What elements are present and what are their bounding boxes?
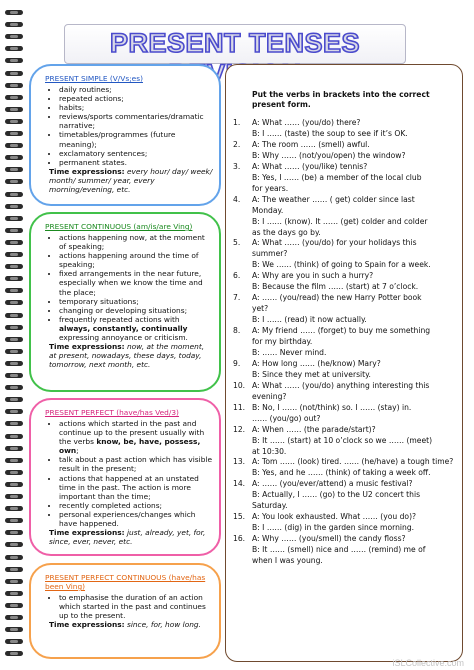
exercise-line — [233, 326, 461, 337]
present-perfect-continuous-list — [39, 593, 213, 620]
exercise-number: 6. — [233, 271, 241, 281]
exercise-text: A: What …… (you/do) anything interesting this — [252, 380, 430, 390]
exercise-number: 11. — [233, 402, 246, 412]
time-expressions-label: Time expressions: — [49, 528, 125, 538]
spiral-ring — [3, 325, 25, 331]
exercise-text: B: I …… (dig) in the garden since morning. — [252, 523, 415, 533]
exercise-text: Monday. — [252, 205, 284, 215]
exercise-line — [233, 151, 461, 162]
spiral-ring — [3, 119, 25, 125]
time-expressions-label: Time expressions: — [49, 342, 125, 352]
spiral-ring — [3, 518, 25, 524]
present-simple-heading: PRESENT SIMPLE (V/Vs;es) — [45, 74, 143, 83]
spiral-ring — [3, 155, 25, 161]
list-item-text: expressing annoyance or criticism. — [59, 333, 188, 343]
spiral-ring — [3, 615, 25, 621]
exercise-number: 12. — [233, 424, 246, 434]
spiral-ring — [3, 506, 25, 512]
list-item: • permanent states. — [59, 158, 213, 167]
time-expressions-text: just, already, yet, for, since, ever, never, etc. — [49, 528, 206, 547]
exercise-line — [233, 337, 461, 348]
exercise-text: Saturday. — [252, 501, 288, 511]
exercise-line — [233, 129, 461, 140]
list-item-bold: always, constantly, continually — [59, 323, 188, 333]
spiral-ring — [3, 421, 25, 427]
list-item: • fixed arrangements in the near future, especially when we know the time and the place; — [59, 269, 213, 296]
exercise-text: A: Why are you in such a hurry? — [252, 271, 374, 281]
spiral-ring — [3, 228, 25, 234]
time-expressions-label: Time expressions: — [49, 620, 125, 630]
present-perfect-heading: PRESENT PERFECT (have/has Ved/3) — [45, 408, 179, 417]
exercise-line — [233, 173, 461, 184]
exercise-line — [233, 370, 461, 381]
spiral-ring — [3, 494, 25, 500]
exercise-line — [233, 195, 461, 206]
exercise-number: 2. — [233, 139, 241, 149]
exercise-number: 10. — [233, 380, 246, 390]
spiral-ring — [3, 252, 25, 258]
time-expressions-text: since, for, how long. — [124, 620, 201, 630]
exercise-line — [233, 140, 461, 151]
exercise-text: B: We …… (think) of going to Spain for a week. — [252, 260, 431, 270]
present-simple-box — [29, 64, 221, 206]
spiral-ring — [3, 470, 25, 476]
exercise-line — [233, 545, 461, 556]
exercise-line — [233, 162, 461, 173]
list-item: • talk about a past action which has visible result in the present; — [59, 455, 213, 473]
exercise-line — [233, 501, 461, 512]
spiral-ring — [3, 34, 25, 40]
exercise-text: B: Yes, and he …… (think) of taking a week off. — [252, 468, 431, 478]
exercise-text: A: My friend …… (forget) to buy me something — [252, 326, 431, 336]
exercise-line — [233, 249, 461, 260]
spiral-ring — [3, 179, 25, 185]
list-item — [59, 419, 213, 455]
list-item: • actions that happened at an unstated time in the past. The action is more important than the time; — [59, 474, 213, 501]
list-item: • habits; — [59, 103, 213, 112]
exercise-text: A: Tom …… (look) tired. …… (he/have) a tough time? — [252, 457, 454, 467]
exercise-number: 4. — [233, 194, 241, 204]
spiral-ring — [3, 46, 25, 52]
list-item: • personal experiences/changes which have happened. — [59, 510, 213, 528]
time-expressions-text: every hour/ day/ week/ month/ summer/ year, every morning/evening, etc. — [49, 166, 213, 195]
spiral-ring — [3, 240, 25, 246]
exercise-text: A: How long …… (he/know) Mary? — [252, 358, 381, 368]
spiral-ring — [3, 639, 25, 645]
list-item: • actions happening now, at the moment of speaking; — [59, 233, 213, 251]
time-expressions — [49, 342, 213, 369]
time-expressions — [49, 167, 213, 194]
spiral-ring — [3, 276, 25, 282]
spiral-ring — [3, 10, 25, 16]
exercise-line — [233, 304, 461, 315]
exercise-line — [233, 217, 461, 228]
exercise-line — [233, 184, 461, 195]
list-item — [59, 315, 213, 342]
list-item: • timetables/programmes (future meaning); — [59, 130, 213, 148]
spiral-ring — [3, 555, 25, 561]
exercise-line — [233, 260, 461, 271]
list-item: • temporary situations; — [59, 297, 213, 306]
exercise-line — [233, 271, 461, 282]
exercise-line — [233, 490, 461, 501]
exercise-line — [233, 206, 461, 217]
exercise-line — [233, 293, 461, 304]
exercise-text: A: When …… (the parade/start)? — [252, 424, 376, 434]
list-item-text: actions which started in the past and continue up to the present usually with the verbs — [59, 419, 205, 447]
exercise-text: yet? — [252, 304, 269, 314]
exercise-line — [233, 447, 461, 458]
exercise-line — [233, 457, 461, 468]
exercise-text: B: It …… (smell) nice and …… (remind) me of — [252, 545, 426, 555]
exercise-text: A: …… (you/ever/attend) a music festival? — [252, 479, 413, 489]
spiral-ring — [3, 192, 25, 198]
exercise-line — [233, 118, 461, 129]
time-expressions-label: Time expressions: — [49, 166, 125, 176]
exercise-line — [233, 436, 461, 447]
spiral-ring — [3, 143, 25, 149]
exercise-text: A: What …… (you/do) there? — [252, 118, 361, 127]
exercise-text: for years. — [252, 183, 289, 193]
spiral-ring — [3, 530, 25, 536]
time-expressions — [49, 620, 213, 629]
exercise-line — [233, 556, 461, 567]
list-item: • repeated actions; — [59, 94, 213, 103]
spiral-ring — [3, 361, 25, 367]
exercise-number: 8. — [233, 326, 241, 336]
spiral-ring — [3, 603, 25, 609]
exercise-line — [233, 479, 461, 490]
present-continuous-list — [39, 233, 213, 342]
spiral-ring — [3, 95, 25, 101]
time-expressions — [49, 528, 213, 546]
exercise-line — [233, 425, 461, 436]
list-item-bold: know, be, have, possess, own — [59, 437, 201, 456]
exercise-text: A: The room …… (smell) awful. — [252, 139, 370, 149]
exercise-line — [233, 359, 461, 370]
exercise-text: B: Yes, I …… (be) a member of the local club — [252, 172, 422, 182]
spiral-ring — [3, 204, 25, 210]
exercise-text: B: I …… (taste) the soup to see if it’s OK. — [252, 128, 408, 138]
exercise-line — [233, 238, 461, 249]
spiral-ring — [3, 216, 25, 222]
exercise-number: 14. — [233, 479, 246, 489]
exercise-text: B: I …… (know). It …… (get) colder and colder — [252, 216, 428, 226]
spiral-ring — [3, 409, 25, 415]
exercise-text: A: Why …… (you/smell) the candy floss? — [252, 534, 406, 544]
exercise-line — [233, 348, 461, 359]
spiral-ring — [3, 458, 25, 464]
spiral-ring — [3, 264, 25, 270]
exercise-text: B: Actually, I …… (go) to the U2 concert this — [252, 490, 421, 500]
exercise-line — [233, 534, 461, 545]
list-item: • to emphasise the duration of an action which started in the past and continues up to the present. — [59, 593, 213, 620]
present-simple-list — [39, 85, 213, 167]
spiral-ring — [3, 313, 25, 319]
exercise-text: A: …… (you/read) the new Harry Potter book — [252, 293, 422, 303]
spiral-ring — [3, 167, 25, 173]
exercise-text: B: Because the film …… (start) at 7 o’clock. — [252, 282, 419, 292]
spiral-ring — [3, 300, 25, 306]
spiral-ring — [3, 337, 25, 343]
exercise-text: B: No, I …… (not/think) so. I …… (stay) in. — [252, 402, 412, 412]
spiral-ring — [3, 482, 25, 488]
exercise-text: …… (you/go) out? — [252, 413, 321, 423]
exercise-number: 9. — [233, 358, 241, 368]
list-item: • changing or developing situations; — [59, 306, 213, 315]
spiral-ring — [3, 446, 25, 452]
exercise-number: 13. — [233, 457, 246, 467]
exercise-number: 7. — [233, 293, 241, 303]
exercise-text: A: What …… (you/do) for your holidays this — [252, 238, 417, 248]
exercise-number: 5. — [233, 238, 241, 248]
spiral-ring — [3, 591, 25, 597]
spiral-ring — [3, 349, 25, 355]
exercise-text: A: The weather …… ( get) colder since last — [252, 194, 415, 204]
spiral-ring — [3, 567, 25, 573]
exercise-text: as the days go by. — [252, 227, 321, 237]
spiral-ring — [3, 22, 25, 28]
spiral-ring — [3, 385, 25, 391]
exercise-text: when I was young. — [252, 556, 323, 565]
spiral-ring — [3, 627, 25, 633]
exercise-text: evening? — [252, 391, 287, 401]
exercise-text: B: It …… (start) at 10 o’clock so we …… (meet) — [252, 435, 433, 445]
list-item: • reviews/sports commentaries/dramatic narrative; — [59, 112, 213, 130]
spiral-ring — [3, 58, 25, 64]
exercise-text: summer? — [252, 249, 288, 259]
list-item: • daily routines; — [59, 85, 213, 94]
exercise-line — [233, 468, 461, 479]
exercise-number: 16. — [233, 534, 246, 544]
present-perfect-continuous-box — [29, 563, 221, 659]
exercise-line — [233, 315, 461, 326]
spiral-ring — [3, 71, 25, 77]
exercise-text: B: Why …… (not/you/open) the window? — [252, 150, 406, 160]
exercise-text: B: Since they met at university. — [252, 369, 371, 379]
spiral-ring — [3, 651, 25, 657]
exercise-text: A: What …… (you/like) tennis? — [252, 161, 368, 171]
spiral-ring — [3, 397, 25, 403]
exercise-text: B: I …… (read) it now actually. — [252, 315, 367, 325]
exercise-line — [233, 392, 461, 403]
spiral-ring — [3, 131, 25, 137]
watermark: iSLCollective.com — [392, 658, 464, 668]
exercise-number: 1. — [233, 118, 241, 127]
present-perfect-list — [39, 419, 213, 528]
exercise-instructions: Put the verbs in brackets into the correct present form. — [252, 90, 430, 109]
list-item: • recently completed actions; — [59, 501, 213, 510]
list-item: • exclamatory sentences; — [59, 149, 213, 158]
list-item: • actions happening around the time of speaking; — [59, 251, 213, 269]
present-continuous-box — [29, 212, 221, 392]
spiral-ring — [3, 107, 25, 113]
page-title: PRESENT TENSES — [109, 28, 361, 58]
time-expressions-text: now, at the moment, at present, nowadays, these days, today, tomorrow, next month, etc. — [49, 342, 205, 370]
exercise-text: A: You look exhausted. What …… (you do)? — [252, 512, 417, 522]
exercise-line — [233, 414, 461, 425]
exercise-line — [233, 282, 461, 293]
exercise-line — [233, 381, 461, 392]
title-box — [64, 24, 406, 64]
list-item-text: ; — [76, 446, 79, 456]
spiral-ring — [3, 373, 25, 379]
spiral-ring — [3, 542, 25, 548]
exercise-line — [233, 512, 461, 523]
exercise-number: 3. — [233, 161, 241, 171]
spiral-ring — [3, 579, 25, 585]
spiral-binding — [3, 10, 25, 662]
exercise-line — [233, 403, 461, 414]
spiral-ring — [3, 434, 25, 440]
present-perfect-continuous-heading: PRESENT PERFECT CONTINUOUS (have/has been Ving) — [45, 573, 206, 591]
present-perfect-box — [29, 398, 221, 556]
exercise-number: 15. — [233, 512, 246, 522]
spiral-ring — [3, 288, 25, 294]
spiral-ring — [3, 83, 25, 89]
exercise-line — [233, 523, 461, 534]
present-continuous-heading: PRESENT CONTINUOUS (am/is/are Ving) — [45, 222, 193, 231]
exercise-line — [233, 228, 461, 239]
list-item-text: frequently repeated actions with — [59, 314, 180, 324]
exercise-text: at 10:30. — [252, 446, 287, 456]
exercise-text: B: …… Never mind. — [252, 347, 327, 357]
exercise-text: for my birthday. — [252, 337, 313, 346]
